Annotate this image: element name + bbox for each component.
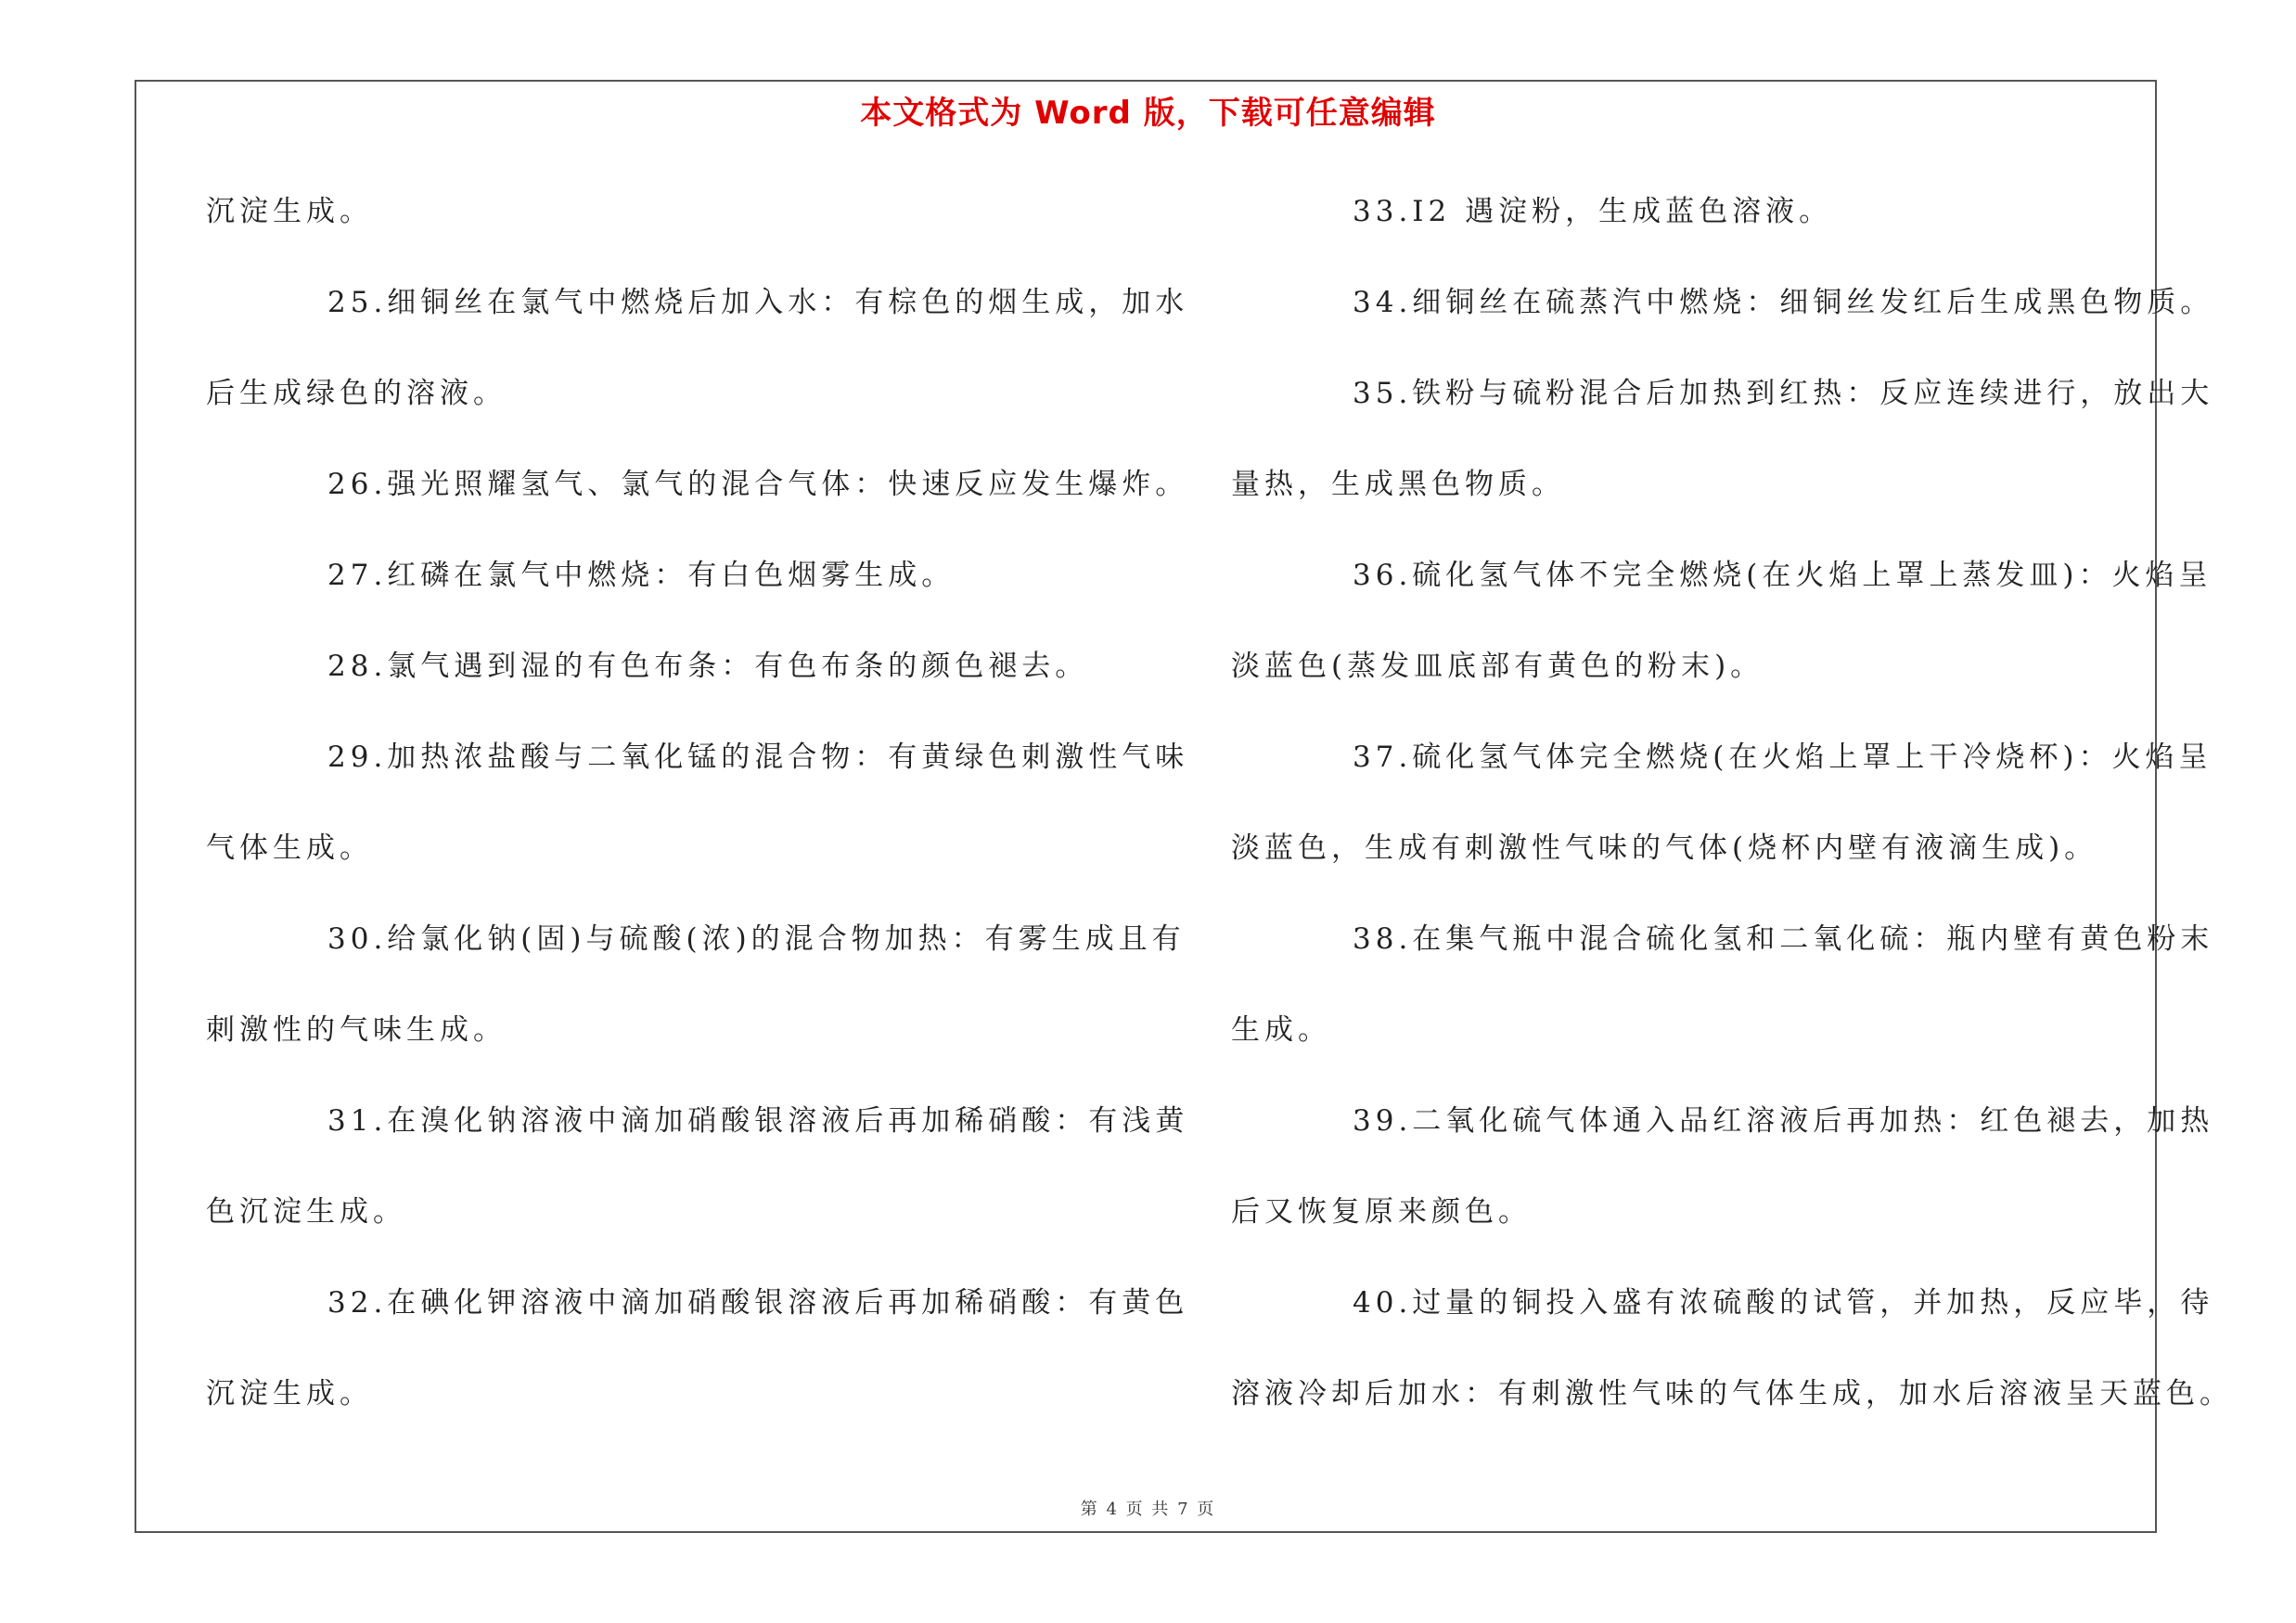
text-line: 28.氯气遇到湿的有色布条：有色布条的颜色褪去。 [327, 650, 1089, 683]
text-line: 30.给氯化钠(固)与硫酸(浓)的混合物加热：有雾生成且有 [327, 922, 1186, 956]
text-line: 沉淀生成。 [206, 1377, 373, 1410]
text-line: 气体生成。 [206, 831, 373, 865]
text-line: 32.在碘化钾溶液中滴加硝酸银溶液后再加稀硝酸：有黄色 [327, 1286, 1189, 1320]
left-column [206, 182, 1189, 1455]
text-line: 27.红磷在氯气中燃烧：有白色烟雾生成。 [327, 559, 956, 592]
text-line: 刺激性的气味生成。 [206, 1013, 507, 1047]
text-line: 淡蓝色，生成有刺激性气味的气体(烧杯内壁有液滴生成)。 [1231, 831, 2098, 865]
text-line: 35.铁粉与硫粉混合后加热到红热：反应连续进行，放出大 [1353, 377, 2214, 410]
text-line: 溶液冷却后加水：有刺激性气味的气体生成，加水后溶液呈天蓝色。 [1231, 1377, 2233, 1410]
text-line: 34.细铜丝在硫蒸汽中燃烧：细铜丝发红后生成黑色物质。 [1353, 286, 2214, 319]
text-line: 量热，生成黑色物质。 [1231, 468, 1565, 501]
text-line: 沉淀生成。 [206, 195, 373, 228]
text-line: 37.硫化氢气体完全燃烧(在火焰上罩上干冷烧杯)：火焰呈 [1353, 741, 2213, 774]
text-line: 淡蓝色(蒸发皿底部有黄色的粉末)。 [1231, 650, 1764, 683]
text-line: 后又恢复原来颜色。 [1231, 1195, 1532, 1229]
text-line: 33.I2 遇淀粉，生成蓝色溶液。 [1353, 195, 1833, 228]
text-line: 36.硫化氢气体不完全燃烧(在火焰上罩上蒸发皿)：火焰呈 [1353, 559, 2213, 592]
page-number-footer: 第 4 页 共 7 页 [1080, 1500, 1216, 1519]
text-line: 31.在溴化钠溶液中滴加硝酸银溶液后再加稀硝酸：有浅黄 [327, 1104, 1189, 1138]
text-line: 26.强光照耀氢气、氯气的混合气体：快速反应发生爆炸。 [327, 468, 1189, 501]
text-line: 色沉淀生成。 [206, 1195, 406, 1229]
text-line: 38.在集气瓶中混合硫化氢和二氧化硫：瓶内壁有黄色粉末 [1353, 922, 2214, 956]
text-line: 40.过量的铜投入盛有浓硫酸的试管，并加热，反应毕，待 [1353, 1286, 2214, 1320]
text-line: 39.二氧化硫气体通入品红溶液后再加热：红色褪去，加热 [1353, 1104, 2214, 1138]
right-column [1231, 182, 2233, 1455]
text-line: 25.细铜丝在氯气中燃烧后加入水：有棕色的烟生成，加水 [327, 286, 1189, 319]
text-line: 生成。 [1231, 1013, 1331, 1047]
text-line: 29.加热浓盐酸与二氧化锰的混合物：有黄绿色刺激性气味 [327, 741, 1189, 774]
text-line: 后生成绿色的溶液。 [206, 377, 507, 410]
word-format-banner: 本文格式为 Word 版，下载可任意编辑 [860, 95, 1436, 132]
